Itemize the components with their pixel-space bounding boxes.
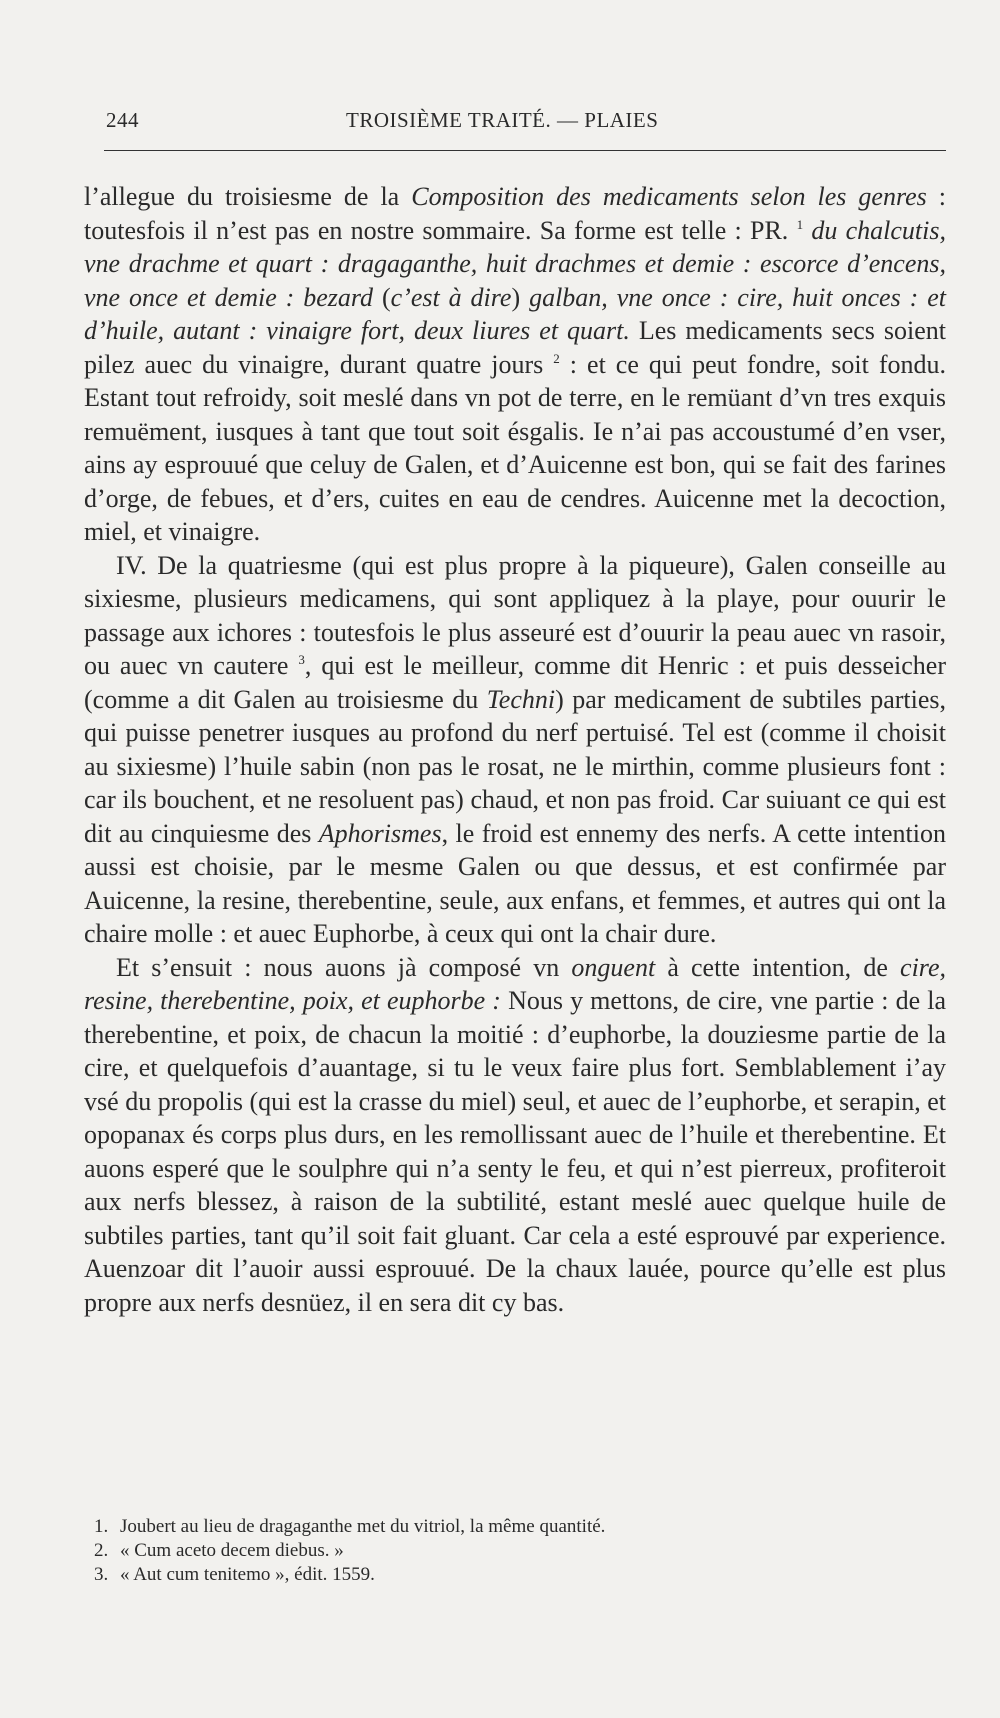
footnote-number: 2. — [94, 1540, 109, 1561]
text-run: : toutesfois il n’est pas en nostre sommaire. Sa forme est telle : PR. — [84, 182, 947, 245]
footnote-3 — [94, 1563, 946, 1587]
footnote-text: « Aut cum tenitemo », édit. 1559. — [120, 1564, 375, 1585]
italic-run: Aphorismes — [318, 818, 442, 848]
paragraph-2 — [84, 549, 946, 951]
running-title: TROISIÈME TRAITÉ. — PLAIES — [346, 108, 659, 132]
text-run: l’allegue du troisiesme de la — [84, 182, 412, 211]
footnote-ref-1: 1 — [796, 216, 804, 232]
page-number: 244 — [106, 108, 139, 132]
text-run: ( — [373, 282, 391, 312]
body-text — [84, 180, 946, 1319]
footnote-ref-2: 2 — [553, 350, 560, 366]
footnote-2 — [94, 1539, 946, 1563]
header-rule — [104, 150, 946, 151]
italic-run: onguent — [571, 952, 656, 982]
footnote-text: « Cum aceto decem diebus. » — [120, 1540, 344, 1561]
footnote-number: 1. — [94, 1516, 109, 1537]
text-run: Nous y mettons, de cire, vne partie : de la therebentine, et poix, de chacun la moitié : d’euphorbe, la douziesme partie de la cire, et quelquefois d’auantage, si tu le veux faire plus fort. Semblablement i’ay vsé du propolis (qui est la crasse du miel) seul, et auec de l’euphorbe, et serapin, et opopanax és corps plus durs, en les remollissant auec de l’huile et therebentine. Et auons esperé que le soulphre qui n’a senty le feu, et qui n’est pierreux, profiteroit aux nerfs blessez, à raison de la subtilité, estant meslé auec quelque huile de subtiles parties, tant qu’il soit fait gluant. Car cela a esté esprouvé par experience. Auenzoar dit l’auoir aussi esprouué. De la chaux lauée, pource qu’elle est plus propre aux nerfs desnüez, il en sera dit cy bas. — [84, 986, 946, 1317]
text-run: IV. De la quatriesme (qui est plus propre à la piqueure), Galen conseille au sixiesme, plusieurs medicamens, qui sont appliquez à la playe, pour ouurir le passage aux ichores : toutesfois le plus asseuré est d’ouurir la peau auec vn rasoir, ou auec vn cautere — [84, 550, 946, 680]
footnote-text: Joubert au lieu de dragaganthe met du vitriol, la même quantité. — [120, 1516, 606, 1537]
text-run: : et ce qui peut fondre, soit fondu. Estant tout refroidy, soit meslé dans vn pot de terre, en le remüant d’vn tres exquis remuëment, iusques à tant que tout soit ésgalis. Ie n’ai pas accoustumé d’en vser, ains ay esprouué que celuy de Galen, et d’Auicenne est bon, qui se fait des farines d’orge, de febues, et d’ers, cuites en eau de cendres. Auicenne met la decoction, miel, et vinaigre. — [84, 349, 947, 546]
italic-run: cire, resine, therebentine, poix, et euphorbe : — [84, 952, 946, 1015]
footnotes — [94, 1515, 946, 1587]
footnote-1 — [94, 1515, 946, 1539]
italic-run: galban, vne once : cire, huit onces : et d’huile, autant : vinaigre fort, deux liures et quart. — [84, 282, 946, 345]
italic-run: c’est à dire — [390, 282, 512, 312]
text-run: ) — [511, 282, 530, 312]
running-head — [106, 108, 946, 140]
paragraph-3 — [84, 951, 946, 1320]
italic-run: du chalcutis, vne drachme et quart : dragaganthe, huit drachmes et demie : escorce d’encens, vne once et demie : bezard — [84, 215, 946, 312]
text-run: , le froid est ennemy des nerfs. A cette intention aussi est choisie, par le mesme Galen ou que dessus, et est confirmée par Auicenne, la resine, therebentine, seule, aux enfans, et femmes, et autres qui ont la chaire molle : et auec Euphorbe, à ceux qui ont la chair dure. — [84, 818, 947, 948]
text-run: Et s’ensuit : nous auons jà composé vn — [116, 952, 572, 982]
text-run: ) par medicament de subtiles parties, qui puisse penetrer iusques au profond du nerf pertuisé. Tel est (comme il choisit au sixiesme) l’huile sabin (non pas le rosat, ne le mirthin, comme plusieurs font : car ils bouchent, et ne resoluent pas) chaud, et non pas froid. Car suiuant ce qui est dit au cinquiesme des — [84, 684, 946, 848]
paragraph-1 — [84, 180, 946, 549]
italic-run: Techni — [486, 684, 556, 714]
text-run: Les medicaments secs soient pilez auec du vinaigre, durant quatre jours — [84, 316, 946, 379]
text-run: à cette intention, de — [655, 952, 901, 982]
footnote-ref-3: 3 — [298, 652, 305, 667]
text-run: , qui est le meilleur, comme dit Henric : et puis desseicher (comme a dit Galen au troisiesme du — [84, 651, 947, 714]
italic-run: Composition des medicaments selon les genres — [411, 182, 927, 211]
footnote-number: 3. — [94, 1564, 109, 1585]
